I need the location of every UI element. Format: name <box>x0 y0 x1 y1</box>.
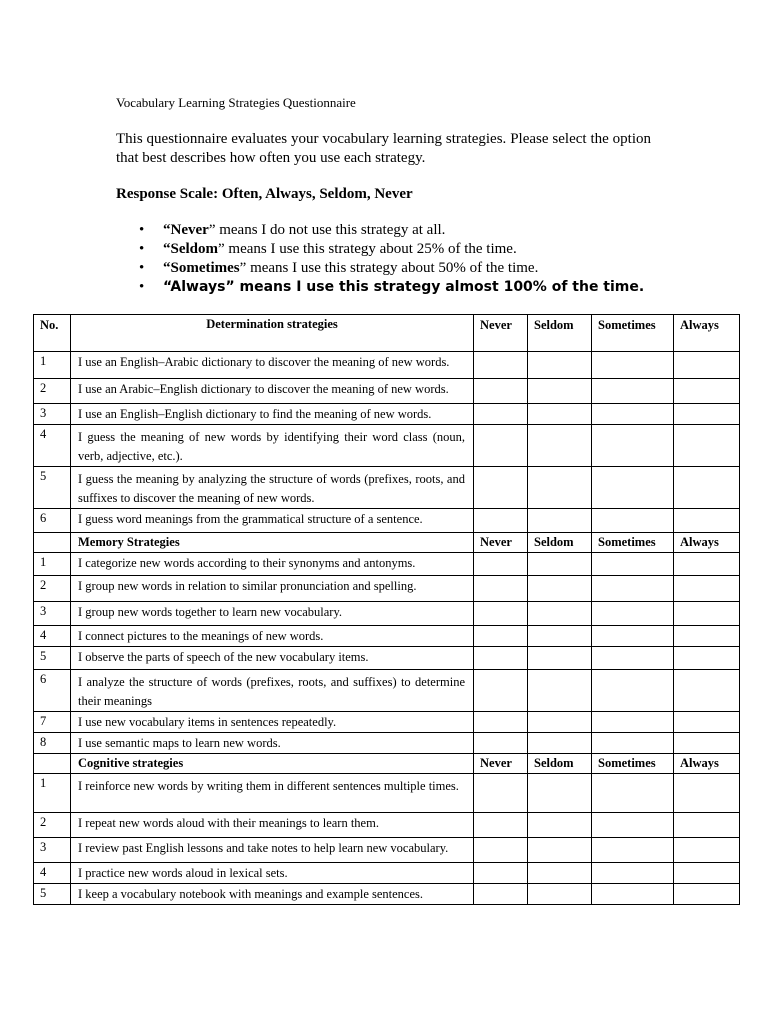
response-cell-sometimes[interactable] <box>592 467 674 509</box>
response-cell-sometimes[interactable] <box>592 626 674 647</box>
question-row <box>34 425 740 467</box>
response-cell-seldom[interactable] <box>528 733 592 754</box>
definition-term: “Seldom <box>163 241 219 257</box>
question-number: 1 <box>34 553 71 576</box>
response-cell-sometimes[interactable] <box>592 670 674 712</box>
definition-term: “Sometimes <box>163 260 240 276</box>
question-row <box>34 626 740 647</box>
question-text: I use an English–Arabic dictionary to discover the meaning of new words. <box>71 352 474 379</box>
response-cell-seldom[interactable] <box>528 352 592 379</box>
question-text: I repeat new words aloud with their meanings to learn them. <box>71 813 474 838</box>
question-number: 1 <box>34 352 71 379</box>
response-cell-never[interactable] <box>474 379 528 404</box>
response-cell-sometimes[interactable] <box>592 813 674 838</box>
bullet-icon: • <box>139 260 145 276</box>
question-number: 4 <box>34 425 71 467</box>
response-cell-seldom[interactable] <box>528 813 592 838</box>
column-header-always: Always <box>674 533 740 553</box>
question-number: 6 <box>34 509 71 533</box>
response-cell-seldom[interactable] <box>528 553 592 576</box>
response-cell-sometimes[interactable] <box>592 712 674 733</box>
question-row <box>34 352 740 379</box>
bullet-icon: • <box>139 241 145 257</box>
response-cell-seldom[interactable] <box>528 576 592 602</box>
question-number: 5 <box>34 884 71 905</box>
response-cell-always[interactable] <box>674 553 740 576</box>
question-text: I review past English lessons and take notes to help learn new vocabulary. <box>71 838 474 863</box>
response-cell-seldom[interactable] <box>528 647 592 670</box>
column-header-never: Never <box>474 754 528 774</box>
response-cell-always[interactable] <box>674 647 740 670</box>
bullet-icon: • <box>139 279 145 295</box>
questionnaire-table <box>33 314 740 905</box>
definition-item <box>139 240 644 259</box>
response-cell-always[interactable] <box>674 863 740 884</box>
response-cell-seldom[interactable] <box>528 467 592 509</box>
definition-item <box>139 278 644 297</box>
question-row <box>34 647 740 670</box>
question-text: I use an English–English dictionary to find the meaning of new words. <box>71 404 474 425</box>
response-cell-seldom[interactable] <box>528 670 592 712</box>
response-cell-never[interactable] <box>474 404 528 425</box>
bullet-icon: • <box>139 222 145 238</box>
response-cell-never[interactable] <box>474 884 528 905</box>
question-text: I use an Arabic–English dictionary to discover the meaning of new words. <box>71 379 474 404</box>
response-cell-always[interactable] <box>674 379 740 404</box>
response-cell-never[interactable] <box>474 576 528 602</box>
question-row <box>34 838 740 863</box>
column-header-seldom: Seldom <box>528 754 592 774</box>
question-text: I group new words in relation to similar pronunciation and spelling. <box>71 576 474 602</box>
intro-paragraph: This questionnaire evaluates your vocabulary learning strategies. Please select the option that best describes how often you use each strategy. <box>116 131 651 166</box>
question-number: 5 <box>34 467 71 509</box>
question-number: 2 <box>34 379 71 404</box>
question-text: I reinforce new words by writing them in different sentences multiple times. <box>71 774 474 813</box>
question-number: 4 <box>34 863 71 884</box>
response-cell-never[interactable] <box>474 647 528 670</box>
column-header-never: Never <box>474 315 528 352</box>
response-cell-always[interactable] <box>674 509 740 533</box>
response-cell-always[interactable] <box>674 467 740 509</box>
response-cell-sometimes[interactable] <box>592 553 674 576</box>
response-cell-sometimes[interactable] <box>592 647 674 670</box>
response-cell-seldom[interactable] <box>528 863 592 884</box>
response-cell-never[interactable] <box>474 838 528 863</box>
section-title: Determination strategies <box>71 315 474 352</box>
response-cell-sometimes[interactable] <box>592 733 674 754</box>
response-cell-seldom[interactable] <box>528 425 592 467</box>
question-row <box>34 813 740 838</box>
response-cell-always[interactable] <box>674 352 740 379</box>
column-header-never: Never <box>474 533 528 553</box>
response-cell-sometimes[interactable] <box>592 509 674 533</box>
question-text: I use new vocabulary items in sentences repeatedly. <box>71 712 474 733</box>
response-cell-never[interactable] <box>474 813 528 838</box>
question-text: I group new words together to learn new vocabulary. <box>71 602 474 626</box>
definition-text: ” means I use this strategy about 50% of the time. <box>239 260 539 276</box>
question-text: I guess the meaning of new words by identifying their word class (noun, verb, adjective, etc.). <box>71 425 474 467</box>
response-cell-sometimes[interactable] <box>592 774 674 813</box>
definition-text: ” means I do not use this strategy at all. <box>208 222 446 238</box>
response-cell-always[interactable] <box>674 425 740 467</box>
section-title: Memory Strategies <box>71 533 474 553</box>
response-cell-sometimes[interactable] <box>592 352 674 379</box>
column-header-always: Always <box>674 315 740 352</box>
question-text: I categorize new words according to their synonyms and antonyms. <box>71 553 474 576</box>
column-header-always: Always <box>674 754 740 774</box>
question-row <box>34 576 740 602</box>
question-row <box>34 404 740 425</box>
question-row <box>34 509 740 533</box>
definition-term: “Never <box>163 222 209 238</box>
question-number: 4 <box>34 626 71 647</box>
response-cell-seldom[interactable] <box>528 404 592 425</box>
question-row <box>34 602 740 626</box>
definition-item <box>139 259 644 278</box>
question-row <box>34 733 740 754</box>
response-cell-never[interactable] <box>474 626 528 647</box>
question-row <box>34 863 740 884</box>
column-header-seldom: Seldom <box>528 533 592 553</box>
response-cell-sometimes[interactable] <box>592 404 674 425</box>
response-cell-never[interactable] <box>474 425 528 467</box>
question-number: 2 <box>34 813 71 838</box>
response-cell-never[interactable] <box>474 863 528 884</box>
definition-term: “Always” means I use this strategy almost 100% of the time. <box>163 279 645 295</box>
response-cell-seldom[interactable] <box>528 509 592 533</box>
response-cell-seldom[interactable] <box>528 712 592 733</box>
response-cell-always[interactable] <box>674 712 740 733</box>
definition-text: ” means I use this strategy about 25% of the time. <box>218 241 517 257</box>
questionnaire-body <box>34 315 740 905</box>
response-cell-never[interactable] <box>474 602 528 626</box>
response-cell-never[interactable] <box>474 670 528 712</box>
question-text: I use semantic maps to learn new words. <box>71 733 474 754</box>
response-cell-always[interactable] <box>674 838 740 863</box>
response-scale: Response Scale: Often, Always, Seldom, Never <box>116 186 413 202</box>
question-row <box>34 670 740 712</box>
response-cell-sometimes[interactable] <box>592 863 674 884</box>
section-header-row <box>34 315 740 352</box>
question-text: I analyze the structure of words (prefixes, roots, and suffixes) to determine their meanings <box>71 670 474 712</box>
question-text: I connect pictures to the meanings of new words. <box>71 626 474 647</box>
response-cell-seldom[interactable] <box>528 774 592 813</box>
document-title: Vocabulary Learning Strategies Questionnaire <box>116 95 356 110</box>
response-cell-sometimes[interactable] <box>592 884 674 905</box>
response-cell-sometimes[interactable] <box>592 838 674 863</box>
question-number: 5 <box>34 647 71 670</box>
response-cell-always[interactable] <box>674 774 740 813</box>
question-row <box>34 379 740 404</box>
question-number: 8 <box>34 733 71 754</box>
column-header-sometimes: Sometimes <box>592 533 674 553</box>
response-cell-never[interactable] <box>474 467 528 509</box>
question-row <box>34 774 740 813</box>
no-header-cell: No. <box>34 315 71 352</box>
column-header-seldom: Seldom <box>528 315 592 352</box>
scale-definitions <box>139 221 644 297</box>
response-cell-always[interactable] <box>674 576 740 602</box>
question-number: 3 <box>34 838 71 863</box>
question-text: I observe the parts of speech of the new vocabulary items. <box>71 647 474 670</box>
response-cell-seldom[interactable] <box>528 884 592 905</box>
response-cell-never[interactable] <box>474 774 528 813</box>
question-text: I guess word meanings from the grammatical structure of a sentence. <box>71 509 474 533</box>
section-header-row <box>34 533 740 553</box>
response-cell-sometimes[interactable] <box>592 576 674 602</box>
question-row <box>34 553 740 576</box>
column-header-sometimes: Sometimes <box>592 754 674 774</box>
response-cell-never[interactable] <box>474 733 528 754</box>
section-header-row <box>34 754 740 774</box>
response-cell-never[interactable] <box>474 553 528 576</box>
section-title: Cognitive strategies <box>71 754 474 774</box>
no-header-cell <box>34 533 71 553</box>
response-cell-always[interactable] <box>674 404 740 425</box>
response-cell-seldom[interactable] <box>528 838 592 863</box>
question-row <box>34 712 740 733</box>
response-cell-seldom[interactable] <box>528 626 592 647</box>
response-cell-always[interactable] <box>674 884 740 905</box>
definition-item <box>139 221 644 240</box>
question-row <box>34 884 740 905</box>
question-text: I guess the meaning by analyzing the structure of words (prefixes, roots, and suffixes to discover the meaning of new words. <box>71 467 474 509</box>
question-number: 1 <box>34 774 71 813</box>
question-number: 3 <box>34 602 71 626</box>
response-cell-seldom[interactable] <box>528 379 592 404</box>
response-cell-never[interactable] <box>474 509 528 533</box>
column-header-sometimes: Sometimes <box>592 315 674 352</box>
response-cell-always[interactable] <box>674 626 740 647</box>
question-row <box>34 467 740 509</box>
no-header-cell <box>34 754 71 774</box>
response-cell-sometimes[interactable] <box>592 425 674 467</box>
response-cell-never[interactable] <box>474 352 528 379</box>
question-number: 6 <box>34 670 71 712</box>
response-cell-sometimes[interactable] <box>592 602 674 626</box>
question-number: 2 <box>34 576 71 602</box>
question-text: I keep a vocabulary notebook with meanings and example sentences. <box>71 884 474 905</box>
response-cell-never[interactable] <box>474 712 528 733</box>
response-cell-always[interactable] <box>674 670 740 712</box>
question-number: 3 <box>34 404 71 425</box>
response-cell-always[interactable] <box>674 733 740 754</box>
response-cell-always[interactable] <box>674 602 740 626</box>
response-cell-seldom[interactable] <box>528 602 592 626</box>
question-number: 7 <box>34 712 71 733</box>
question-text: I practice new words aloud in lexical sets. <box>71 863 474 884</box>
response-cell-always[interactable] <box>674 813 740 838</box>
response-cell-sometimes[interactable] <box>592 379 674 404</box>
